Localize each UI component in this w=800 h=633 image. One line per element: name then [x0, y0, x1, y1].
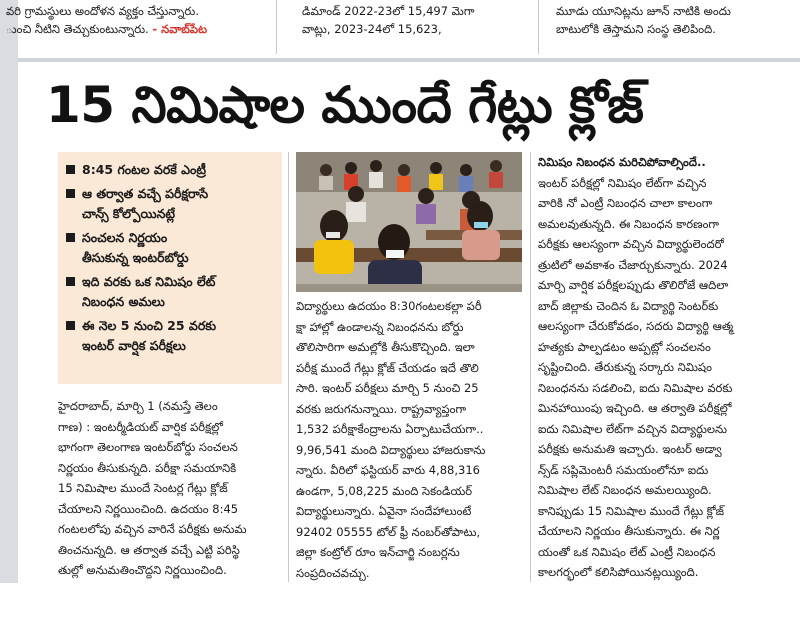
highlight-item: [66, 272, 274, 312]
article-line: వరకు జరుగనున్నాయి. రాష్ట్రవ్యాప్తంగా: [296, 401, 467, 416]
article-line: కాలగర్భంలో కలిసిపోయినట్లయ్యింది.: [538, 565, 699, 579]
top-middle-fragment: [302, 2, 532, 52]
article-line: సృష్టించింది. తేరుకున్న సర్కారు నిమిషం: [538, 360, 712, 374]
article-line: హత్యకు పాల్పడటం అప్పట్లో సంచలనం: [538, 339, 711, 354]
article-column-3: [538, 152, 770, 584]
article-line: వారికి నో ఎంట్రీ నిబంధన చాలా కాలంగా: [538, 196, 713, 210]
highlight-line: తీసుకున్న ఇంటర్‌బోర్డు: [82, 250, 189, 265]
highlight-item: [66, 228, 274, 268]
section-divider: [18, 58, 800, 62]
top-right-fragment: [556, 2, 782, 52]
fragment-line: వరి గ్రామస్థులు అందోళన వ్యక్తం చేస్తున్నారు.: [6, 4, 199, 18]
exam-photo: [296, 152, 522, 292]
article-column-1: [58, 396, 282, 586]
highlight-line: ఇది వరకు ఒక నిమిషం లేట్: [82, 274, 216, 289]
article-line: 15 నిమిషాల ముందే సెంటర్ల గేట్లు క్లోజ్: [58, 481, 228, 495]
article-line: గాణ) : ఇంటర్మీడియట్ వార్షిక పరీక్షల్లో: [58, 419, 223, 434]
article-line: మినహాయింపు ఇచ్చింది. ఆ తర్వాతి పరీక్షల్లో: [538, 401, 732, 415]
article-line: సంప్రదించవచ్చు.: [296, 565, 370, 580]
bullet-icon: [66, 277, 75, 286]
bullet-icon: [66, 189, 75, 198]
highlights-box: [58, 152, 282, 384]
bullet-icon: [66, 233, 75, 242]
top-left-fragment: [6, 2, 268, 52]
fragment-line: బాటులోకి తెస్తామని సంస్థ తెలిపింది.: [556, 22, 716, 36]
article-line: పరీక్ష ముందే గేట్లు క్లోజ్ చేయడం ఇదే తొలి: [296, 360, 479, 375]
article-line: న్నారు. వీరిలో ఫస్టియర్ వారు 4,88,316: [296, 463, 480, 477]
article-line: తుల్లో అనుమతించొద్దని నిర్ణయించింది.: [58, 563, 227, 577]
article-line: పరీక్షకు అనుమతి ఇచ్చారు. ఇంటర్ అడ్వా: [538, 442, 722, 456]
article-line: త్రుటిలో అవకాశం చేజార్చుకున్నారు. 2024: [538, 257, 728, 272]
fragment-line: వాట్లు, 2023-24లో 15,623,: [302, 22, 442, 36]
article-line: గంటలలోపు వచ్చిన వారినే పరీక్షకు అనుమ: [58, 522, 247, 536]
article-line: 92402 05555 టోల్ ఫ్రీ నంబర్‌తోపాటు,: [296, 524, 481, 539]
article-line: 9,96,541 మంది విద్యార్థులు హాజరుకాను: [296, 442, 486, 457]
article-line: ఇంటర్ పరీక్షల్లో నిమిషం లేట్‌గా వచ్చిన: [538, 175, 707, 190]
highlight-line: 8:45 గంటల వరకే ఎంట్రీ: [82, 162, 206, 177]
article-line: జిల్లా కంట్రోల్ రూం ఇన్‌చార్జి నంబర్లను: [296, 545, 460, 559]
article-line: నిర్ణయం తీసుకున్నది. పరీక్షా సమయానికి: [58, 460, 237, 475]
fragment-line: డిమాండ్ 2022-23లో 15,497 మెగా: [302, 4, 475, 18]
article-line: తొలిసారిగా అమల్లోకి తీసుకొచ్చింది. ఇలా: [296, 340, 475, 354]
article-line: 1,532 పరీక్షాకేంద్రాలను ఏర్పాటుచేయగా..: [296, 422, 484, 436]
highlight-item: [66, 160, 274, 180]
exam-hall-illustration: [296, 152, 522, 292]
column-rule: [538, 0, 539, 54]
highlight-line: ఆ తర్వాత వచ్చే పరీక్షరాసే: [82, 186, 209, 201]
fragment-line: మూడు యూనిట్లను జూన్ నాటికి అందు: [556, 4, 731, 18]
highlight-item: [66, 316, 274, 356]
column-rule: [530, 152, 531, 582]
article-line: యంతో ఒక నిమిషం లేట్ ఎంట్రీ నిబంధన: [538, 544, 716, 559]
article-line: ఉండగా, 5,08,225 మంది సెకండియర్: [296, 483, 473, 498]
column-rule: [288, 152, 289, 582]
article-line: నిబంధనను సడలించి, ఐదు నిమిషాల వరకు: [538, 380, 733, 395]
article-line: కానిప్పుడు 15 నిమిషాల ముందే గేట్లు క్లోజ్: [538, 503, 725, 518]
article-line: పరీక్షకు ఆలస్యంగా వచ్చిన విద్యార్థులెందరో: [538, 237, 724, 251]
article-column-2: [296, 296, 524, 586]
article-line: విద్యార్థులున్నారు. ఏవైనా సందేహాలుంటే: [296, 504, 472, 518]
highlight-line: నిబంధన అమలు: [82, 294, 165, 309]
highlight-line: ఇంటర్ వార్షిక పరీక్షలు: [82, 338, 186, 353]
article-line: బాద్ జిల్లాకు చెందిన ఓ విద్యార్థి సెంటర్‌కు: [538, 298, 719, 313]
fragment-line: [6, 20, 268, 38]
article-line: మార్చి వార్షిక పరీక్షలప్పుడు తొలిరోజే ఆదిలా: [538, 278, 729, 292]
article-line: ఐదు నిమిషాల లేట్‌గా వచ్చిన విద్యార్థులను: [538, 421, 728, 436]
article-line: నిమిషాల లేట్ నిబంధన అమలయ్యింది.: [538, 483, 712, 497]
article-line: హైదరాబాద్, మార్చి 1 (నమస్తే తెలం: [58, 399, 218, 413]
fragment-text: ుంచి నీటిని తెచ్చుకుంటున్నారు.: [6, 22, 149, 36]
article-line: ఆలస్యంగా చేరుకోవడం, సదరు విద్యార్థి ఆత్మ: [538, 319, 734, 333]
article-line: భాగంగా తెలంగాణ ఇంటర్‌బోర్డు సంచలన: [58, 440, 238, 454]
highlight-item: [66, 184, 274, 224]
highlight-line: సంచలన నిర్ణయం: [82, 230, 168, 245]
bullet-icon: [66, 165, 75, 174]
article-line: సారి. ఇంటర్ పరీక్షలు మార్చి 5 నుంచి 25: [296, 381, 479, 395]
article-line: చేయాలని నిర్ణయించింది. ఉదయం 8:45: [58, 501, 239, 516]
article-line: విద్యార్థులు ఉదయం 8:30గంటలకల్లా పరీ: [296, 299, 482, 313]
headline: 15 నిమిషాల ముందే గేట్లు క్లోజ్: [46, 76, 644, 134]
left-margin-strip: [0, 0, 18, 583]
subheading: నిమిషం నిబంధన మరిచిపోవాల్సిందే..: [538, 155, 706, 169]
article-line: న్స్‌డ్ సప్లిమెంటరీ సమయంలోనూ ఐదు: [538, 462, 709, 477]
highlight-line: చాన్స్ కోల్పోయినట్లే: [82, 206, 176, 221]
bullet-icon: [66, 321, 75, 330]
article-line: క్షా హాల్లో ఉండాలన్న నిబంధనను బోర్డు: [296, 319, 464, 334]
article-line: అమలవుతున్నది. ఈ నిబంధన కారణంగా: [538, 216, 720, 231]
article-line: చేయాలని నిర్ణయం తీసుకున్నారు. ఈ నిర్ణ: [538, 524, 720, 538]
column-rule: [276, 0, 277, 54]
place-credit: - నవాబ్‌పేట: [152, 22, 207, 36]
highlight-line: ఈ నెల 5 నుంచి 25 వరకు: [82, 318, 217, 333]
article-line: తించనున్నది. ఆ తర్వాత వచ్చే ఎట్టి పరిస్థి: [58, 542, 240, 557]
